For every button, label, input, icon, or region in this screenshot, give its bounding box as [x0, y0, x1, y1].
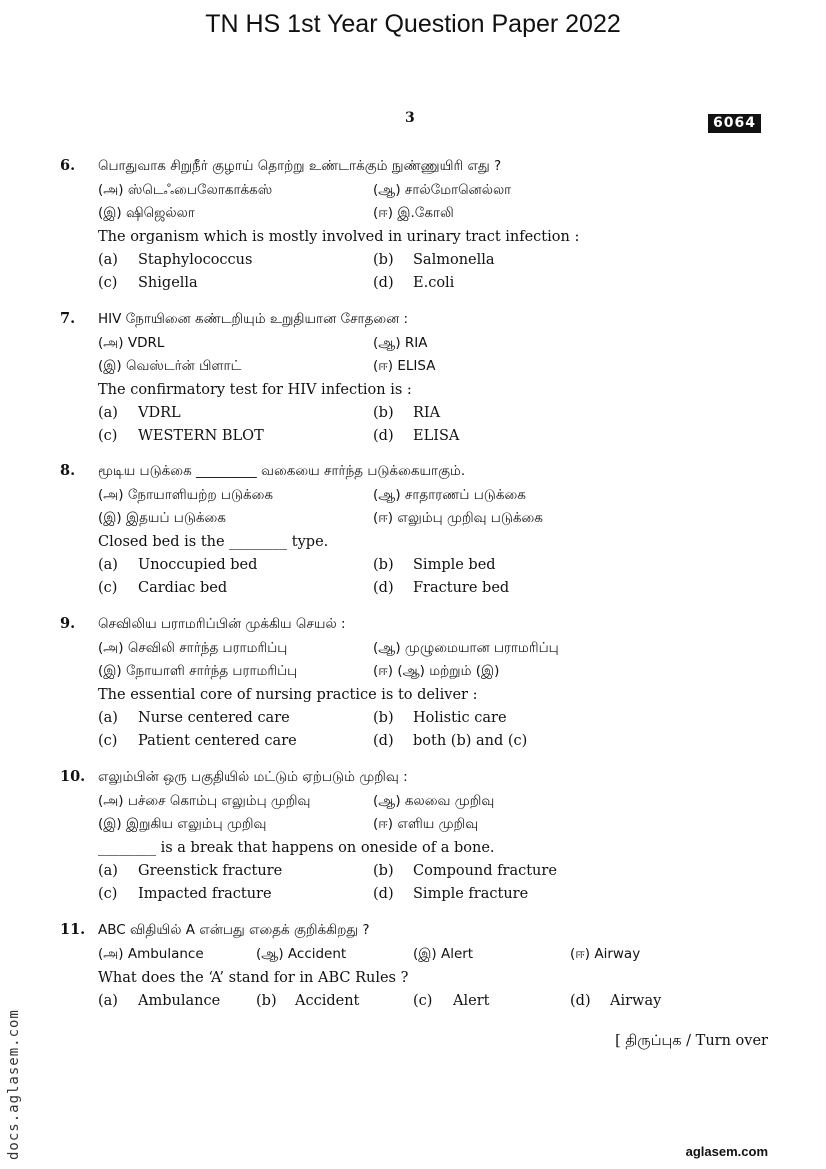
option-label: (a) [98, 863, 118, 879]
option-text: Patient centered care [138, 733, 297, 749]
tamil-option: (ஈ) இ.கோலி [373, 205, 454, 221]
option-label: (c) [98, 275, 118, 291]
tamil-option: (ஆ) சால்மோனெல்லா [373, 182, 512, 198]
tamil-option: (ஈ) எலும்பு முறிவு படுக்கை [373, 510, 543, 526]
option-text: Greenstick fracture [138, 863, 283, 879]
tamil-question: பொதுவாக சிறுநீர் குழாய் தொற்று உண்டாக்கும் நுண்ணுயிரி எது ? [98, 158, 502, 174]
option-label: (c) [413, 993, 433, 1009]
option-label: (c) [98, 580, 118, 596]
option-label: (a) [98, 710, 118, 726]
tamil-option: (ஈ) எளிய முறிவு [373, 816, 479, 832]
tamil-option: (இ) நோயாளி சார்ந்த பராமரிப்பு [98, 663, 298, 679]
tamil-option: (இ) ஷிஜெல்லா [98, 205, 195, 221]
option-label: (b) [373, 405, 394, 421]
tamil-question: எலும்பின் ஒரு பகுதியில் மட்டும் ஏற்படும் முறிவு : [98, 769, 408, 785]
tamil-option: (ஈ) (ஆ) மற்றும் (இ) [373, 663, 500, 679]
tamil-option: (இ) இறுகிய எலும்பு முறிவு [98, 816, 267, 832]
tamil-option: (ஈ) ELISA [373, 358, 436, 374]
side-watermark: docs.aglasem.com [6, 1009, 22, 1160]
option-text: Airway [610, 993, 662, 1009]
option-text: Ambulance [138, 993, 221, 1009]
option-label: (a) [98, 405, 118, 421]
question-number: 7. [60, 310, 76, 327]
tamil-option: (அ) பச்சை கொம்பு எலும்பு முறிவு [98, 793, 311, 809]
english-question: Closed bed is the ________ type. [98, 534, 329, 550]
question-number: 6. [60, 157, 76, 174]
tamil-option: (ஈ) Airway [570, 946, 641, 962]
option-label: (b) [256, 993, 277, 1009]
tamil-option: (இ) Alert [413, 946, 474, 962]
english-question: ________ is a break that happens on oneside of a bone. [98, 840, 495, 856]
option-text: Impacted fracture [138, 886, 272, 902]
tamil-option: (ஆ) RIA [373, 335, 428, 351]
tamil-question: ABC விதியில் A என்பது எதைக் குறிக்கிறது ? [98, 922, 370, 938]
option-text: Salmonella [413, 252, 495, 268]
option-label: (d) [570, 993, 591, 1009]
question-number: 11. [60, 921, 86, 938]
option-text: Cardiac bed [138, 580, 228, 596]
option-text: ELISA [413, 428, 460, 444]
option-text: Nurse centered care [138, 710, 290, 726]
tamil-option: (அ) செவிலி சார்ந்த பராமரிப்பு [98, 640, 288, 656]
option-text: Compound fracture [413, 863, 557, 879]
option-text: RIA [413, 405, 441, 421]
option-text: Simple bed [413, 557, 496, 573]
question-number: 9. [60, 615, 76, 632]
footer-site: aglasem.com [685, 1144, 768, 1159]
tamil-question: மூடிய படுக்கை _________ வகையை சார்ந்த படுக்கையாகும். [98, 463, 466, 479]
question-number: 10. [60, 768, 86, 785]
option-text: both (b) and (c) [413, 733, 528, 749]
option-text: Simple fracture [413, 886, 529, 902]
tamil-option: (அ) VDRL [98, 335, 165, 351]
option-text: VDRL [138, 405, 181, 421]
option-label: (a) [98, 252, 118, 268]
option-label: (d) [373, 886, 394, 902]
english-question: What does the ‘A’ stand for in ABC Rules ? [98, 970, 409, 986]
option-text: Fracture bed [413, 580, 510, 596]
option-label: (d) [373, 733, 394, 749]
question-number: 8. [60, 462, 76, 479]
turn-over-note: [ திருப்புக / Turn over [615, 1033, 768, 1049]
paper-code-badge: 6064 [708, 114, 761, 133]
tamil-option: (ஆ) கலவை முறிவு [373, 793, 495, 809]
option-text: Staphylococcus [138, 252, 253, 268]
option-text: WESTERN BLOT [138, 428, 264, 444]
tamil-option: (ஆ) முழுமையான பராமரிப்பு [373, 640, 559, 656]
option-label: (c) [98, 428, 118, 444]
page-number: 3 [405, 110, 415, 126]
option-label: (d) [373, 428, 394, 444]
option-text: Accident [295, 993, 360, 1009]
option-text: E.coli [413, 275, 455, 291]
option-label: (b) [373, 557, 394, 573]
option-text: Shigella [138, 275, 198, 291]
option-text: Unoccupied bed [138, 557, 258, 573]
option-label: (b) [373, 863, 394, 879]
option-label: (b) [373, 252, 394, 268]
option-text: Alert [453, 993, 490, 1009]
english-question: The confirmatory test for HIV infection is : [98, 382, 412, 398]
tamil-question: செவிலிய பராமரிப்பின் முக்கிய செயல் : [98, 616, 346, 632]
option-label: (c) [98, 733, 118, 749]
tamil-option: (ஆ) Accident [256, 946, 347, 962]
tamil-option: (இ) வெஸ்டர்ன் பிளாட் [98, 358, 242, 374]
tamil-option: (அ) நோயாளியற்ற படுக்கை [98, 487, 274, 503]
tamil-option: (இ) இதயப் படுக்கை [98, 510, 226, 526]
tamil-question: HIV நோயினை கண்டறியும் உறுதியான சோதனை : [98, 311, 409, 327]
option-label: (d) [373, 580, 394, 596]
tamil-option: (அ) Ambulance [98, 946, 204, 962]
page-title: TN HS 1st Year Question Paper 2022 [205, 10, 621, 38]
option-label: (c) [98, 886, 118, 902]
english-question: The essential core of nursing practice is to deliver : [98, 687, 478, 703]
option-label: (b) [373, 710, 394, 726]
option-label: (d) [373, 275, 394, 291]
english-question: The organism which is mostly involved in urinary tract infection : [98, 229, 580, 245]
option-text: Holistic care [413, 710, 507, 726]
option-label: (a) [98, 557, 118, 573]
tamil-option: (அ) ஸ்டெஃபைலோகாக்கஸ் [98, 182, 273, 198]
tamil-option: (ஆ) சாதாரணப் படுக்கை [373, 487, 526, 503]
option-label: (a) [98, 993, 118, 1009]
